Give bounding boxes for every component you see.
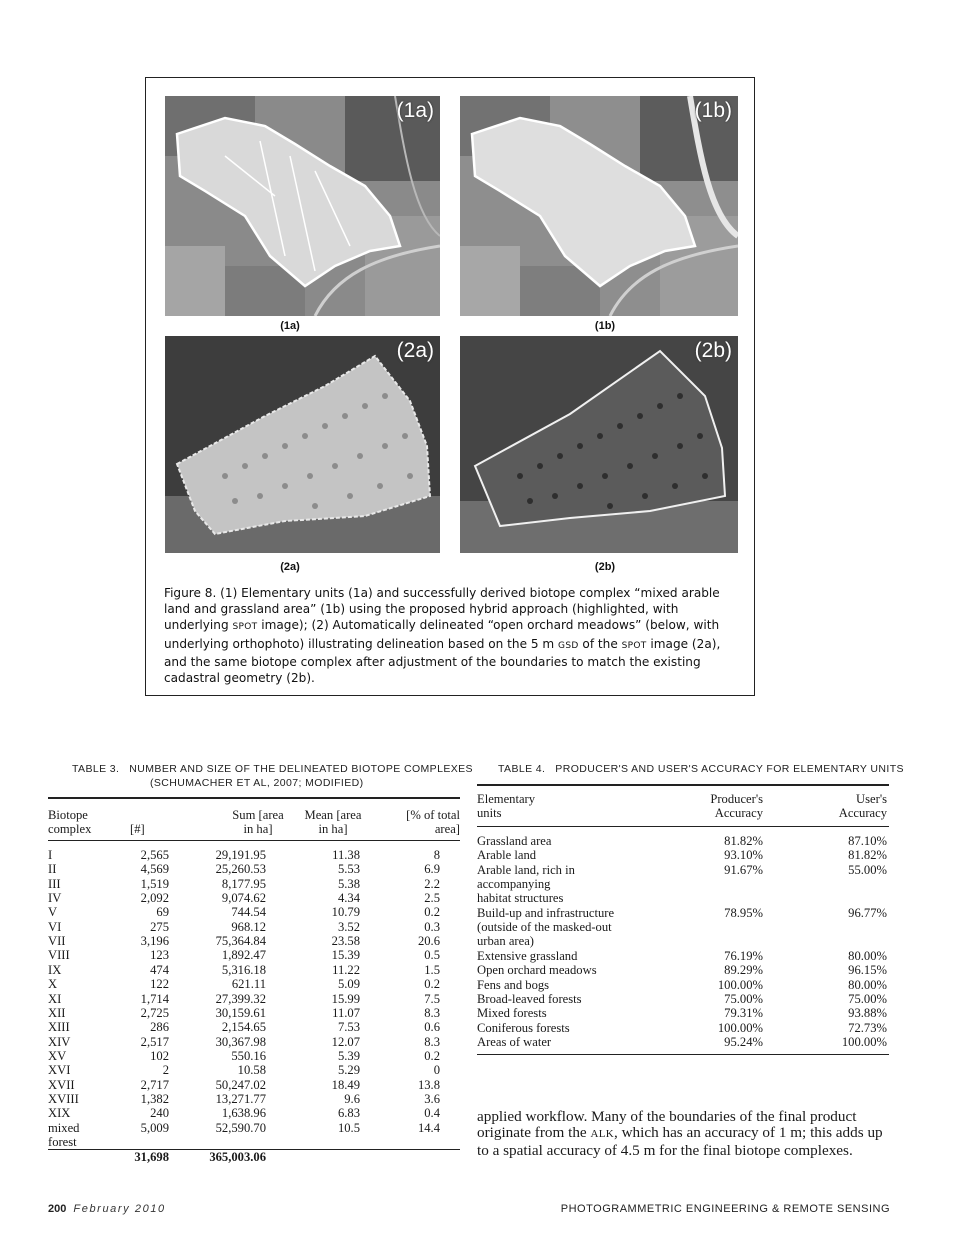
cell-count: 102 xyxy=(150,1048,169,1063)
cell-producer: 81.82% xyxy=(724,834,763,848)
cell-unit xyxy=(477,963,677,977)
cell-sum: 30,367.98 xyxy=(215,1034,266,1049)
cell-pct: 20.6 xyxy=(417,934,440,949)
cell-mean: 4.34 xyxy=(337,891,360,906)
spot-image-1b xyxy=(460,96,738,316)
cell-unit xyxy=(477,1035,677,1049)
cell-user: 96.15% xyxy=(848,963,887,978)
unit-line: Broad-leaved forests xyxy=(477,991,582,1006)
table4-header-rule xyxy=(477,826,889,827)
unit-line: Open orchard meadows xyxy=(477,963,597,978)
cell-pct: 6.9 xyxy=(424,862,440,877)
cell-mean: 12.07 xyxy=(331,1034,360,1049)
figure-caption xyxy=(164,585,742,686)
cell-complex: IX xyxy=(48,962,62,977)
cell-count: 474 xyxy=(150,962,169,977)
cell-user: 80.00% xyxy=(848,977,887,992)
caption-gsd: GSD xyxy=(558,640,579,651)
table4-top-rule xyxy=(477,784,889,786)
cell-sum: 52,590.70 xyxy=(215,1120,266,1135)
cell-pct: 0.5 xyxy=(424,948,440,963)
cell-count: 122 xyxy=(150,977,169,992)
cell-sum: 550.16 xyxy=(231,1048,266,1063)
unit-line: (outside of the masked-out xyxy=(477,919,612,934)
cell-complex: XIII xyxy=(48,1020,70,1035)
cell-user: 72.73% xyxy=(848,1020,887,1035)
panel-tag-2b: (2b) xyxy=(694,339,732,362)
cell-sum: 29,191.95 xyxy=(215,848,266,862)
cell-count: 3,196 xyxy=(140,934,169,949)
table3-title-line2: (SCHUMACHER ET AL, 2007; MODIFIED) xyxy=(150,777,364,789)
cell-producer: 79.31% xyxy=(724,1006,763,1021)
unit-line: urban area) xyxy=(477,934,534,949)
cell-producer: 78.95% xyxy=(724,905,763,920)
cell-mean: 15.99 xyxy=(331,991,360,1006)
unit-line: Build-up and infrastructure xyxy=(477,905,615,920)
header-sum-line2: in ha] xyxy=(243,822,273,837)
body-part-2: , which has an accuracy of 1 m; this adds up to a spatial accuracy of 4.5 m for the final biotope complexes. xyxy=(477,1124,883,1159)
cell-producer: 75.00% xyxy=(724,991,763,1006)
cell-user: 100.00% xyxy=(841,1034,887,1049)
cell-complex: XVIII xyxy=(48,1091,79,1106)
cell-pct: 0.6 xyxy=(424,1020,440,1035)
table3-header-rule xyxy=(48,840,460,841)
unit-line: Areas of water xyxy=(477,1034,552,1049)
body-alk: ALK xyxy=(590,1128,614,1141)
cell-complex: V xyxy=(48,905,58,920)
panel-tag-2a: (2a) xyxy=(396,339,434,362)
cell-pct: 1.5 xyxy=(424,962,440,977)
cell-complex: mixed xyxy=(48,1120,80,1135)
cell-user: 81.82% xyxy=(848,848,887,863)
table3-title: TABLE 3. NUMBER AND SIZE OF THE DELINEATED BIOTOPE COMPLEXES xyxy=(72,763,473,775)
cell-unit xyxy=(477,992,677,1006)
panel-label-2b: (2b) xyxy=(594,561,616,573)
cell-sum: 27,399.32 xyxy=(215,991,266,1006)
cell-pct: 2.2 xyxy=(424,876,440,891)
cell-pct: 8.3 xyxy=(424,1034,440,1049)
cell-complex: XVII xyxy=(48,1077,75,1092)
cell-unit xyxy=(477,863,677,906)
cell-count: 69 xyxy=(156,905,169,920)
cell-producer: 95.24% xyxy=(724,1034,763,1049)
cell-mean: 23.58 xyxy=(331,934,360,949)
cell-producer: 89.29% xyxy=(724,963,763,978)
cell-sum: 2,154.65 xyxy=(221,1020,266,1035)
cell-count: 4,569 xyxy=(140,862,169,877)
figure-panel-1a xyxy=(165,96,440,316)
spot-image-1a xyxy=(165,96,440,316)
cell-sum: 75,364.84 xyxy=(215,934,266,949)
cell-pct: 0.2 xyxy=(424,1048,440,1063)
cell-count: 1,382 xyxy=(140,1091,169,1106)
orthophoto-2b xyxy=(460,336,738,553)
cell-sum: 50,247.02 xyxy=(215,1077,266,1092)
cell-user: 55.00% xyxy=(848,862,887,877)
cell-complex: II xyxy=(48,862,57,877)
cell-mean: 11.38 xyxy=(332,848,360,862)
unit-line: Arable land xyxy=(477,848,537,863)
table3-header-pct xyxy=(378,808,460,836)
cell-mean: 9.6 xyxy=(344,1091,360,1106)
cell-mean: 15.39 xyxy=(331,948,360,963)
cell-count: 2,092 xyxy=(140,891,169,906)
cell-pct: 0 xyxy=(433,1063,440,1078)
cell-count: 1,714 xyxy=(140,991,169,1006)
cell-mean: 18.49 xyxy=(331,1077,360,1092)
cell-pct: 3.6 xyxy=(424,1091,440,1106)
table4-bottom-rule xyxy=(477,1054,889,1055)
cell-pct: 8.3 xyxy=(424,1005,440,1020)
issue-date: February 2010 xyxy=(73,1203,166,1215)
unit-line: Grassland area xyxy=(477,834,552,848)
cell-unit xyxy=(477,1021,677,1035)
cell-sum: 1,892.47 xyxy=(221,948,266,963)
header-biotope-line1: Biotope xyxy=(48,808,88,822)
cell-unit xyxy=(477,978,677,992)
header-users-line1: User's xyxy=(856,792,887,806)
cell-complex: III xyxy=(48,876,61,891)
cell-unit xyxy=(477,949,677,963)
cell-user: 80.00% xyxy=(848,948,887,963)
cell-mean: 5.29 xyxy=(337,1063,360,1078)
cell-producer: 100.00% xyxy=(717,1020,763,1035)
cell-mean: 11.07 xyxy=(332,1005,360,1020)
header-units-line1: Elementary xyxy=(477,792,536,806)
cell-sum: 8,177.95 xyxy=(221,876,266,891)
cell-count: 240 xyxy=(150,1106,169,1121)
cell-unit xyxy=(477,848,677,862)
caption-part-1: Figure 8. (1) Elementary units (1a) and successfully derived biotope complex “mixed arable land and grassland area” (1b) using the proposed hybrid approach (highlighted, with underlying xyxy=(164,586,720,633)
cell-mean: 10.5 xyxy=(337,1120,360,1135)
cell-sum: 5,316.18 xyxy=(221,962,266,977)
table3-top-rule xyxy=(48,797,460,799)
journal-name: PHOTOGRAMMETRIC ENGINEERING & REMOTE SENSING xyxy=(560,1203,890,1215)
page-number: 200 xyxy=(48,1203,67,1215)
cell-complex: forest xyxy=(48,1135,77,1149)
cell-count: 2 xyxy=(162,1063,169,1078)
cell-count: 2,517 xyxy=(140,1034,169,1049)
cell-complex: XVI xyxy=(48,1063,71,1078)
cell-complex: XIV xyxy=(48,1034,71,1049)
body-part-1: applied workflow. Many of the boundaries of the final product originate from the xyxy=(477,1108,857,1142)
cell-complex: XIX xyxy=(48,1106,71,1121)
cell-pct: 14.4 xyxy=(417,1120,440,1135)
cell-complex: X xyxy=(48,977,58,992)
caption-part-4: image (2a), and the same biotope complex after adjustment of the boundaries to match the existing cadastral geometry (2b). xyxy=(164,636,721,686)
header-pct-line1: [% of total xyxy=(406,808,460,822)
cell-user: 75.00% xyxy=(848,991,887,1006)
cell-complex: XV xyxy=(48,1048,67,1063)
header-mean-line2: in ha] xyxy=(318,822,348,837)
cell-mean: 5.09 xyxy=(337,977,360,992)
cell-count: 2,717 xyxy=(140,1077,169,1092)
body-paragraph xyxy=(477,1109,892,1159)
header-producers-line1: Producer's xyxy=(710,792,763,806)
header-producers-line2: Accuracy xyxy=(714,806,763,821)
cell-complex: XI xyxy=(48,991,62,1006)
cell-mean: 7.53 xyxy=(337,1020,360,1035)
cell-count: 286 xyxy=(150,1020,169,1035)
header-sum-line1: Sum [area xyxy=(232,808,284,822)
cell-sum: 744.54 xyxy=(231,905,266,920)
cell-count: 5,009 xyxy=(140,1120,169,1135)
cell-complex: VI xyxy=(48,919,62,934)
cell-mean: 3.52 xyxy=(337,919,360,934)
table4-title: TABLE 4. PRODUCER'S AND USER'S ACCURACY FOR ELEMENTARY UNITS xyxy=(498,763,904,775)
panel-label-2a: (2a) xyxy=(280,561,300,573)
cell-pct: 2.5 xyxy=(424,891,440,906)
caption-part-3: of the xyxy=(578,636,622,651)
figure-panel-2a xyxy=(165,336,440,553)
cell-count: 275 xyxy=(150,919,169,934)
header-users-line2: Accuracy xyxy=(838,806,887,821)
cell-pct: 0.2 xyxy=(424,977,440,992)
panel-tag-1a: (1a) xyxy=(396,99,434,122)
cell-unit xyxy=(477,906,677,949)
table4-header-users xyxy=(797,792,887,820)
cell-complex: I xyxy=(48,848,53,862)
cell-pct: 0.4 xyxy=(424,1106,440,1121)
caption-part-2: image); (2) Automatically delineated “open orchard meadows” (below, with underlying orthophoto) illustrating delineation based on the 5 m xyxy=(164,618,720,651)
unit-line: Extensive grassland xyxy=(477,948,578,963)
cell-unit xyxy=(477,834,677,848)
table3-header-mean xyxy=(293,808,373,836)
figure-panel-2b xyxy=(460,336,738,553)
table3-totals-rule xyxy=(48,1149,460,1150)
cell-producer: 91.67% xyxy=(724,862,763,877)
unit-line: Arable land, rich in xyxy=(477,862,575,877)
cell-count: 2,565 xyxy=(140,848,169,862)
cell-count: 123 xyxy=(150,948,169,963)
cell-count: 1,519 xyxy=(140,876,169,891)
cell-pct: 0.3 xyxy=(424,919,440,934)
unit-line: Coniferous forests xyxy=(477,1020,570,1035)
cell-pct: 0.2 xyxy=(424,905,440,920)
total-count: 31,698 xyxy=(134,1150,169,1164)
panel-tag-1b: (1b) xyxy=(694,99,732,122)
cell-user: 93.88% xyxy=(848,1006,887,1021)
unit-line: habitat structures xyxy=(477,891,564,906)
cell-sum: 968.12 xyxy=(231,919,266,934)
table3-header-biotope xyxy=(48,808,91,836)
caption-spot-2: SPOT xyxy=(621,640,647,651)
cell-sum: 25,260.53 xyxy=(215,862,266,877)
total-sum: 365,003.06 xyxy=(209,1150,266,1164)
cell-complex: XII xyxy=(48,1005,66,1020)
figure-8 xyxy=(145,77,755,696)
cell-mean: 11.22 xyxy=(332,962,360,977)
cell-producer: 93.10% xyxy=(724,848,763,863)
table3-header-count: [#] xyxy=(130,822,145,836)
cell-mean: 6.83 xyxy=(337,1106,360,1121)
unit-line: Fens and bogs xyxy=(477,977,550,992)
cell-sum: 1,638.96 xyxy=(221,1106,266,1121)
panel-label-1b: (1b) xyxy=(594,320,616,332)
cell-mean: 5.38 xyxy=(337,876,360,891)
unit-line: Mixed forests xyxy=(477,1006,547,1021)
cell-user: 96.77% xyxy=(848,905,887,920)
unit-line: accompanying xyxy=(477,876,551,891)
cell-mean: 10.79 xyxy=(331,905,360,920)
cell-sum: 13,271.77 xyxy=(215,1091,266,1106)
cell-unit xyxy=(477,1006,677,1020)
table4-header-units xyxy=(477,792,535,820)
cell-complex: IV xyxy=(48,891,62,906)
cell-complex: VIII xyxy=(48,948,70,963)
cell-mean: 5.53 xyxy=(337,862,360,877)
header-units-line2: units xyxy=(477,806,502,821)
cell-pct: 8 xyxy=(433,848,440,862)
cell-pct: 13.8 xyxy=(417,1077,440,1092)
cell-sum: 10.58 xyxy=(237,1063,266,1078)
orthophoto-2a xyxy=(165,336,440,553)
cell-sum: 9,074.62 xyxy=(221,891,266,906)
header-biotope-line2: complex xyxy=(48,822,92,837)
header-mean-line1: Mean [area xyxy=(304,808,362,822)
cell-complex: VII xyxy=(48,934,66,949)
cell-user: 87.10% xyxy=(848,834,887,848)
cell-sum: 621.11 xyxy=(231,977,266,992)
cell-pct: 7.5 xyxy=(424,991,440,1006)
caption-spot-1: SPOT xyxy=(232,622,258,633)
cell-producer: 100.00% xyxy=(717,977,763,992)
cell-mean: 5.39 xyxy=(337,1048,360,1063)
table4-header-producers xyxy=(677,792,763,820)
cell-count: 2,725 xyxy=(140,1005,169,1020)
figure-panel-1b xyxy=(460,96,738,316)
header-pct-line2: area] xyxy=(434,822,460,837)
cell-producer: 76.19% xyxy=(724,948,763,963)
footer-left xyxy=(48,1203,166,1215)
cell-sum: 30,159.61 xyxy=(215,1005,266,1020)
panel-label-1a: (1a) xyxy=(280,320,300,332)
